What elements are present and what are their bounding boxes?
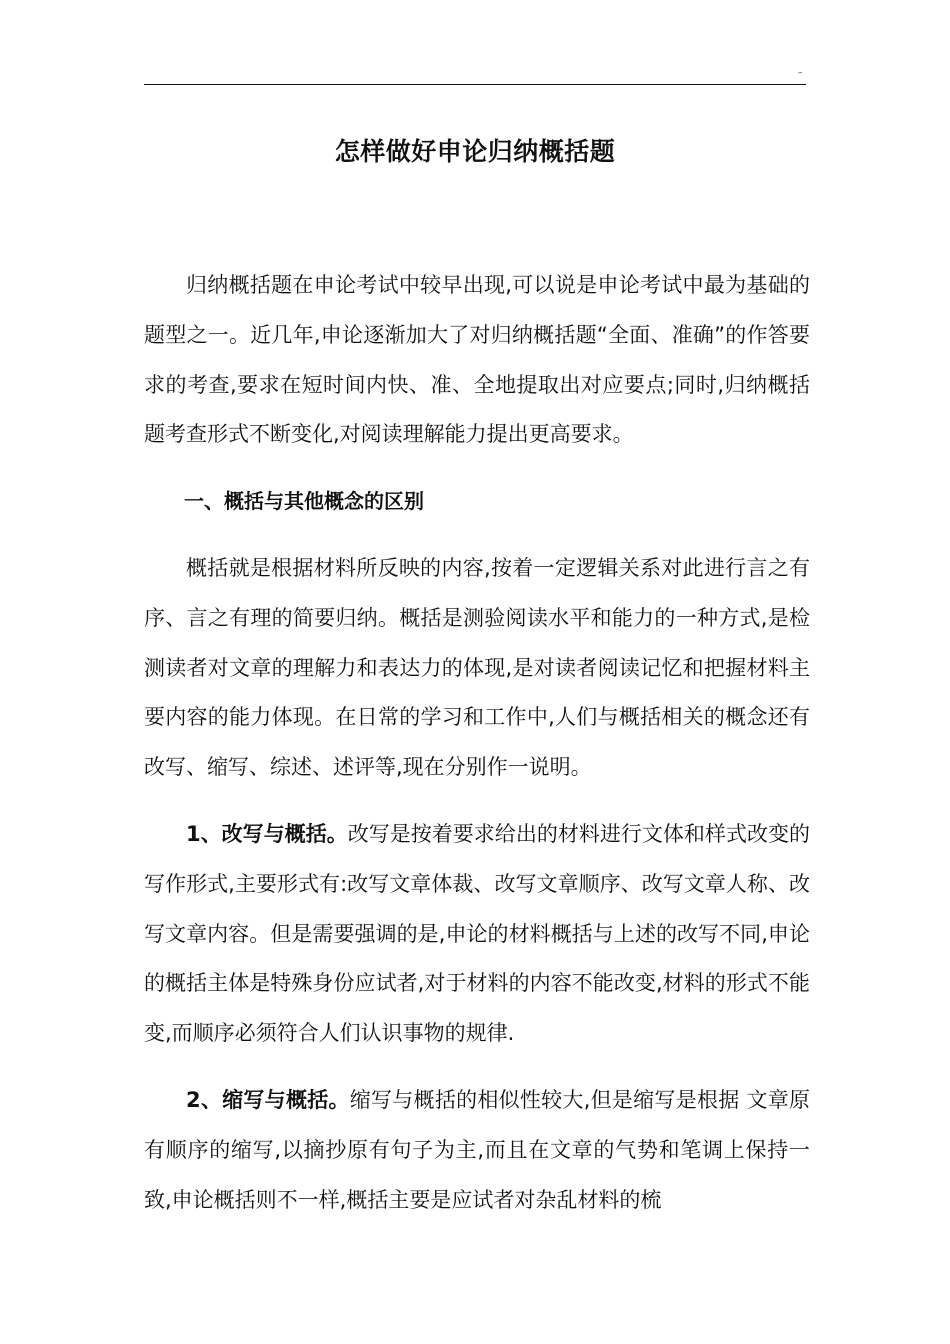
item-paragraph-2 (144, 1076, 810, 1225)
item-label-1: 1、改写与概括。 (186, 821, 348, 846)
item-text-2: 缩写与概括的相似性较大,但是缩写是根据 文章原有顺序的缩写,以摘抄原有句子为主,而且在文章的气势和笔调上保持一致,申论概括则不一样,概括主要是应试者对杂乱材料的梳 (144, 1087, 810, 1212)
section-paragraph: 概括就是根据材料所反映的内容,按着一定逻辑关系对此进行言之有序、言之有理的简要归纳。概括是测验阅读水平和能力的一种方式,是检测读者对文章的理解力和表达力的体现,是对读者阅读记忆和把握材料主要内容的能力体现。在日常的学习和工作中,人们与概括相关的概念还有改写、缩写、综述、述评等,现在分别作一说明。 (144, 555, 810, 780)
document-body (144, 261, 810, 1225)
header-rule (144, 84, 806, 85)
intro-paragraph: 归纳概括题在申论考试中较早出现,可以说是申论考试中最为基础的题型之一。近几年,申论逐渐加大了对归纳概括题“全面、准确”的作答要求的考查,要求在短时间内快、准、全地提取出对应要点;同时,归纳概括题考查形式不断变化,对阅读理解能力提出更高要求。 (144, 273, 810, 447)
item-label-2: 2、缩写与概括。 (186, 1087, 350, 1112)
document-title: 怎样做好申论归纳概括题 (334, 137, 616, 166)
item-text-1: 改写是按着要求给出的材料进行文体和样式改变的写作形式,主要形式有:改写文章体裁、改写文章顺序、改写文章人称、改写文章内容。但是需要强调的是,申论的材料概括与上述的改写不同,申论的概括主体是特殊身份应试者,对于材料的内容不能改变,材料的形式不能变,而顺序必须符合人们认识事物的规律. (144, 821, 810, 1046)
section-heading: 一、概括与其他概念的区别 (184, 489, 424, 514)
page-mark: – (798, 68, 803, 78)
item-paragraph-1 (144, 810, 810, 1059)
